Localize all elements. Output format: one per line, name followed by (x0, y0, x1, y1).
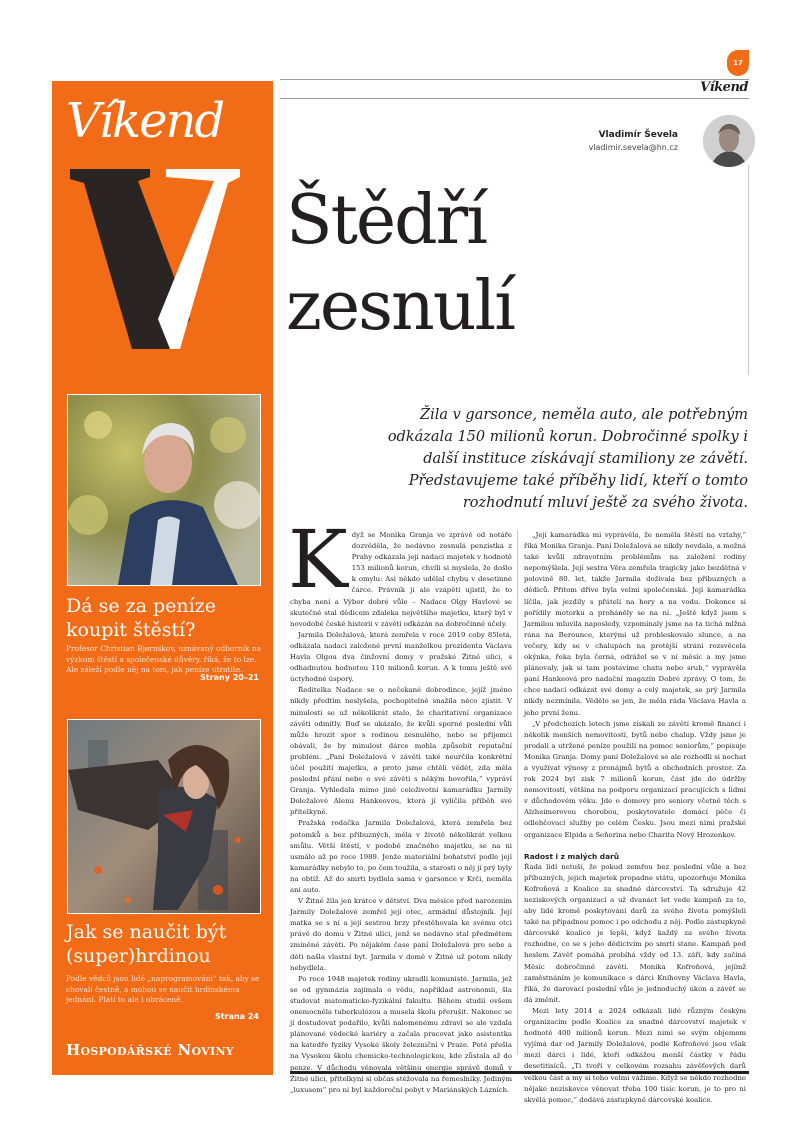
headline-line-2: zesnulí (286, 267, 515, 346)
paragraph: V Žitné žila jen krátce v dětství. Dva měsíce před narozením Jarmily Doležalové zemřel její otec, armádní důstojník. Její matka se s ní a její sestrou brzy přestěhovala ke svému otci právě do domu v Žitné ulici, jenž se nedávno stal předmětem zmíněné závěti. Po nějakém čase paní Doležalová pro sebe a děti našla vlastní byt. Jarmila v domě v Žitné už potom nikdy nebydlela. (290, 897, 512, 972)
paragraph: Pražská rodačka Jarmila Doležalová, která zemřela bez potomků a bez příbuzných, měla v životě několikrát velkou smůlu. Větší štěstí, v podobě značného majetku, se na ni usmálo až po roce 1989. Jenže materiální bohatství podle její kamarádky nebylo to, po čem toužila, a starosti o něj jí prý byly na obtíž. Až do smrti bydlela sama v garsonce v Krči, neměla ani auto. (290, 819, 512, 894)
sidebar (52, 81, 273, 1075)
author-email[interactable]: vladimir.sevela@hn.cz (588, 143, 678, 152)
teaser-photo-superhero[interactable] (67, 719, 261, 914)
section-label: Víkend (700, 80, 748, 95)
teaser-title-happiness[interactable]: Dá se za peníze koupit štěstí? (66, 595, 216, 641)
drop-cap: K (288, 513, 348, 606)
portrait-image-icon (68, 395, 260, 585)
article-subheading: Radost i z malých darů (524, 851, 619, 861)
paragraph: Řada lidí netuší, že pokud zemřou bez poslední vůle a bez příbuzných, jejich majetek propadne státu, upozorňuje Monika Kofroňová z Koalice za snadné dárcovství. Ta sdružuje 42 neziskových organizací a už dvanáct let vede kampaň za to, aby lidé kromě poskytování darů za svého života pomýšleli také na případnou pomoc i po odchodu z něj. Podle zástupkyně dárcovské koalice je lepší, když každý za svého života rozhodne, co se s jeho dědictvím po smrti stane. Kampaň pod heslem Závěť pomáhá probíhá vždy od 13. září, kdy začíná Měsíc dobročinné závěti. Monika Kofroňová, jejímž zaměstnáním je komunikace s dárci Knihovny Václava Havla, říká, že darovací poslední vůle je jednoduchý úkon a závěť se dá změnit. (524, 862, 746, 1004)
superhero-image-icon (68, 720, 260, 913)
page-number-badge: 17 (727, 50, 749, 76)
paragraph: Ředitelka Nadace se o nečekané dobrodince, jejíž jméno nikdy předtím neslyšela, pochopitelně snažila něco zjistit. V minulosti se už několikrát stalo, že charitativní organizace závěti odmítly. Buď se ukázalo, že kvůli sporné poslední vůli může hrozit spor s rodinou zesnulého, nebo se příjemci obávali, že by minulost dárce mohla způsobit reputační problém. „Paní Doležalová v závěti také neurčila konkrétní účel použití majetku, a proto jsme chtěli vědět, zda měla poslední přání nebo o své závěti s někým hovořila,“ vypráví Granja. Vyhledala mimo jiné celoživotní kamarádku Jarmily Doležalové Alenu Hankeovou, která jí vylíčila příběh své přítelkyně. (290, 686, 512, 817)
article-column-2 (524, 530, 746, 1106)
author-name: Vladimír Ševela (598, 130, 678, 140)
bottom-rule (290, 1071, 749, 1074)
paragraph: Po roce 1948 majetek rodiny ukradli komunisté. Jarmila, jež se od gymnázia zajímala o vědu, například astronomii, šla studovat matematicko-fyzikální fakultu. Během studií ovšem onemocněla tuberkulózou a musela školu přerušit. Nakonec se jí dostudovat podařilo, kvůli nalomenému zdraví se ale vzdala plánované vědecké kariéry a začala pracovat jako asistentka na katedře fyziky Vysoké školy železniční v Praze. Poté přešla na Vysokou školu chemicko-technologickou, kde zůstala až do penze. V důchodu věnovala většinu energie správě domů v Žitné ulici, přítelkyni si občas stěžovala na řemeslníky. Jediným „luxusem“ pro ni byl každoroční pobyt v Mariánských Lázních. (290, 974, 512, 1094)
header-rule-bottom (280, 98, 749, 99)
author-portrait-icon (703, 115, 755, 167)
teaser-photo-professor[interactable] (67, 394, 261, 586)
teaser-ref-superhero[interactable]: Strana 24 (215, 1012, 259, 1021)
paragraph-text: dyž se Monika Granja ve zprávě od notáře dozvěděla, že nedávno zesnulá penzistka z Prahy odkázala její nadaci majetek v hodnotě 153 milionů korun, chvíli si myslela, že došlo k omylu: Asi někdo udělal chybu v desetinné čárce. Právník ji ale vzápětí ujistil, že to chyba není a Výbor dobré vůle – Nadace Olgy Havlové se skutečně stal dědicem zdaleka největšího majetku, který byl v novodobé české historii v závěti odkázán na dobročinné účely. (290, 531, 512, 628)
teaser-title-superhero[interactable]: Jak se naučit být (super)hrdinou (66, 921, 227, 967)
article-lead: Žila v garsonce, neměla auto, ale potřebným odkázala 150 milionů korun. Dobročinné spolky i další instituce získávají stamiliony ze závětí. Představujeme také příběhy lidí, kteří o tomto rozhodnutí mluví ještě za svého života. (387, 407, 748, 511)
paragraph: Mezi lety 2014 a 2024 odkázali lidé různým českým organizacím podle Koalice za snadné dárcovství majetek v hodnotě 400 milionů korun. Mezi nimi se svým objemem vyjímá dar od Jarmily Doležalové, podle Kofroňové jsou však mezi dárci i lidé, kteří odkážou menší částky v řádu desetitisíců. „Ti tvoří v celkovém rozsahu závěťových darů velkou část a my si toho velmi vážíme. Když se někdo rozhodne nějaké neziskovce věnovat třeba 100 tisíc korun, je to pro ni skvělá pomoc,“ dodává zástupkyně dárcovské koalice. (524, 1006, 746, 1104)
paragraph: „V předchozích letech jsme získali ze závětí kromě financí i několik menších nemovitostí, bytů nebo chalup. Vždy jsme je prodali a utržené peníze použili na pomoc seniorům,“ popisuje Monika Granja. Domy paní Doležalové se ale rozhodli si nechat a využívat výnosy z pronájmů bytů a obchodních prostor. Za rok 2024 byl zisk 7 milionů korun, část jde do údržby nemovitostí, většina na podporu organizací pracujících s lidmi v důchodovém věku. Jde o domovy pro seniory včetně těch s Alzheimerovou chorobou, poskytovatele domácí péče či odlehčovací služby po celém Česku. Jsou mezi nimi pražské organizace Elpida a Seňorina nebo Charita Nový Hrozenkov. (524, 719, 746, 839)
teaser-text-happiness: Profesor Christian Bjørnskov, uznávaný odborník na výzkum štěstí a společenské důvěry, říká, že to lze. Ale záleží podle něj na tom, jak peníze utratíte. (66, 644, 262, 674)
paragraph: Jarmila Doležalová, která zemřela v roce 2019 coby 85letá, odkázala nadaci založené první manželkou prezidenta Václava Havla Olgou dva činžovní domy v pražské Žitné ulici, s odhadnutou hodnotou 110 milionů korun. A k tomu ještě své úctyhodné úspory. (290, 630, 512, 684)
column-divider (517, 530, 518, 1055)
paragraph (288, 513, 512, 630)
teaser-text-superhero: Podle vědců jsou lidé „naprogramováni“ tak, aby se chovali čestně, a mohou se naučit hrdinskému jednání. Platí to ale i obráceně. (66, 974, 260, 1004)
teaser-ref-happiness[interactable]: Strany 20–21 (200, 673, 259, 682)
brand-logo: Hospodářské Noviny (66, 1041, 234, 1059)
article-headline (286, 178, 514, 350)
article-column-1 (288, 513, 512, 1096)
author-avatar (703, 115, 755, 167)
big-v-logo-icon (62, 169, 262, 349)
headline-line-1: Štědří (286, 181, 486, 260)
sidebar-title: Víkend (66, 93, 224, 149)
headline-side-rule (748, 165, 749, 375)
header-rule-top (280, 79, 749, 80)
paragraph: „Její kamarádka mi vyprávěla, že neměla štěstí na vztahy,“ říká Monika Granja. Paní Doležalová se nikdy nevdala, a možná také kvůli zdravotním problémům na založení rodiny nepomýšlela. Její sestra Věra zemřela tragicky jako bezdětná v polovině 80. let, takže Jarmila dožívala bez příbuzných a dědiců. Přitom dříve byla velmi společenská. Její kamarádka líčila, jak jezdily s přáteli na hory a na vodu. Dokonce si pořídily motorku a proháněly se na ní. „Ještě když jsem s Jarmilou mluvila naposledy, vzpomínaly jsme na ta tichá mlžná rána na Berounce, kterými už probleskovalo slunce, a na večery, kdy se v chalupách na protější stráni rozsvěcela okýnka, řeka byla černá, odrážel se v ní měsíc a my jsme plánovaly, jak si tam postavíme chatu nebo srub,“ vyprávěla paní Hankeová pro nadační magazín Dobré zprávy. O tom, že chce nadaci odkázat své domy a celý majetek, se prý Jarmila nikdy nezmínila. Vědělo se jen, že měla ráda Václava Havla a jeho první ženu. (524, 531, 746, 717)
